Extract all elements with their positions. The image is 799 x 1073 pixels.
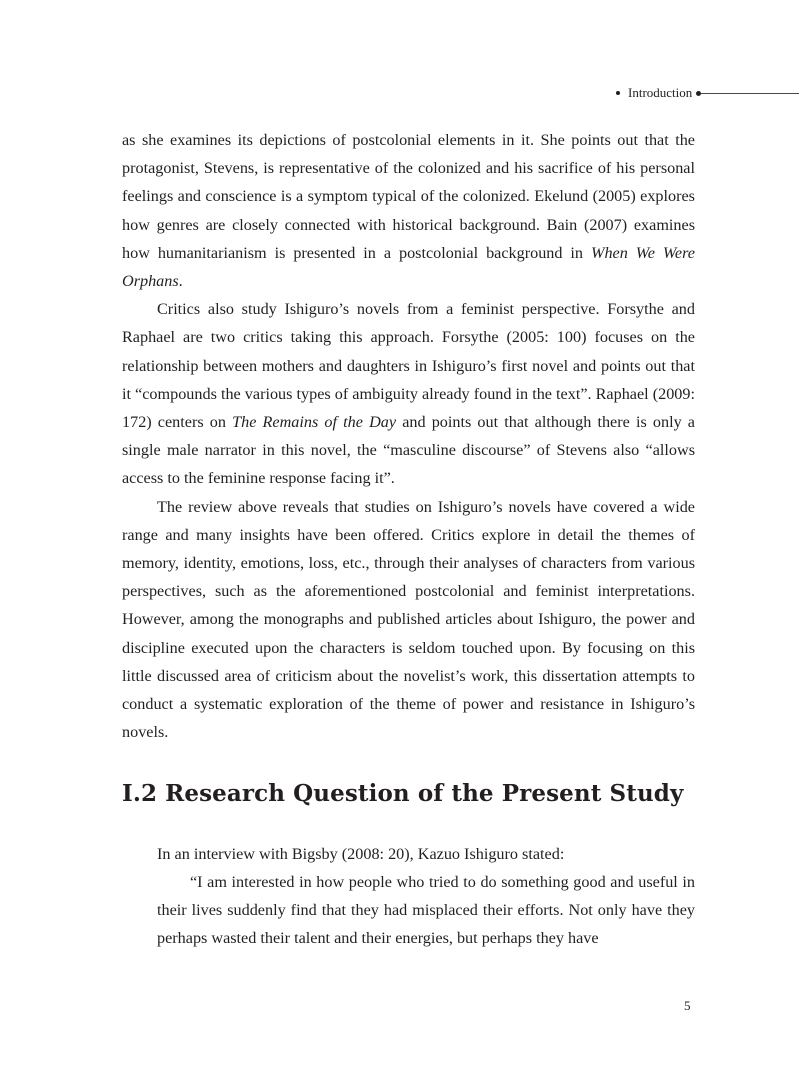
body-text (122, 126, 695, 746)
paragraph-feminist (122, 295, 695, 492)
running-header-label: Introduction (628, 85, 693, 100)
bullet-dot-icon (616, 91, 620, 95)
paragraph-text: Critics also study Ishiguro’s novels from a feminist perspective. Forsythe and Raphael are two critics taking this approach. Forsythe (2005: 100) focuses on the relationship between mothers and daughters in Ishiguro’s first novel and points out that it “compounds the various types of ambiguity already found in the text”. Raphael (2009: 172) centers on (122, 300, 695, 432)
section-heading: I.2 Research Question of the Present Study (122, 780, 684, 807)
page-number: 5 (684, 998, 691, 1013)
quote-text: “I am interested in how people who tried to do something good and useful in their lives suddenly find that they had misplaced their efforts. Not only have they perhaps wasted their talent and their energies, but perhaps they have (157, 873, 695, 948)
book-title: When We Were Orphans (122, 243, 695, 291)
paragraph-text: as she examines its depictions of postcolonial elements in it. She points out that the protagonist, Stevens, is representative of the colonized and his sacrifice of his personal feelings and conscience is a symptom typical of the colonized. Ekelund (2005) explores how genres are closely connected with historical background. Bain (2007) examines how humanitarianism is presented in a postcolonial background in (122, 131, 695, 262)
paragraph-text: and points out that although there is only a single male narrator in this novel, the “masculine discourse” of Stevens also “allows access to the feminine response facing it”. (122, 413, 695, 488)
paragraph-postcolonial (122, 126, 695, 295)
paragraph-text: . (178, 272, 183, 291)
block-quote (157, 868, 695, 953)
running-header (616, 84, 799, 102)
paragraph-review-summary: The review above reveals that studies on Ishiguro’s novels have covered a wide range and many insights have been offered. Critics explore in detail the themes of memory, identity, emotions, loss, etc., through their analyses of characters from various perspectives, such as the aforementioned postcolonial and feminist interpretations. However, among the monographs and published articles about Ishiguro, the power and discipline executed upon the characters is seldom touched upon. By focusing on this little discussed area of criticism about the novelist’s work, this dissertation attempts to conduct a systematic exploration of the theme of power and resistance in Ishiguro’s novels. (122, 497, 695, 742)
header-rule (701, 93, 799, 94)
quote-intro: In an interview with Bigsby (2008: 20), Kazuo Ishiguro stated: (157, 845, 565, 863)
book-title: The Remains of the Day (232, 413, 397, 432)
